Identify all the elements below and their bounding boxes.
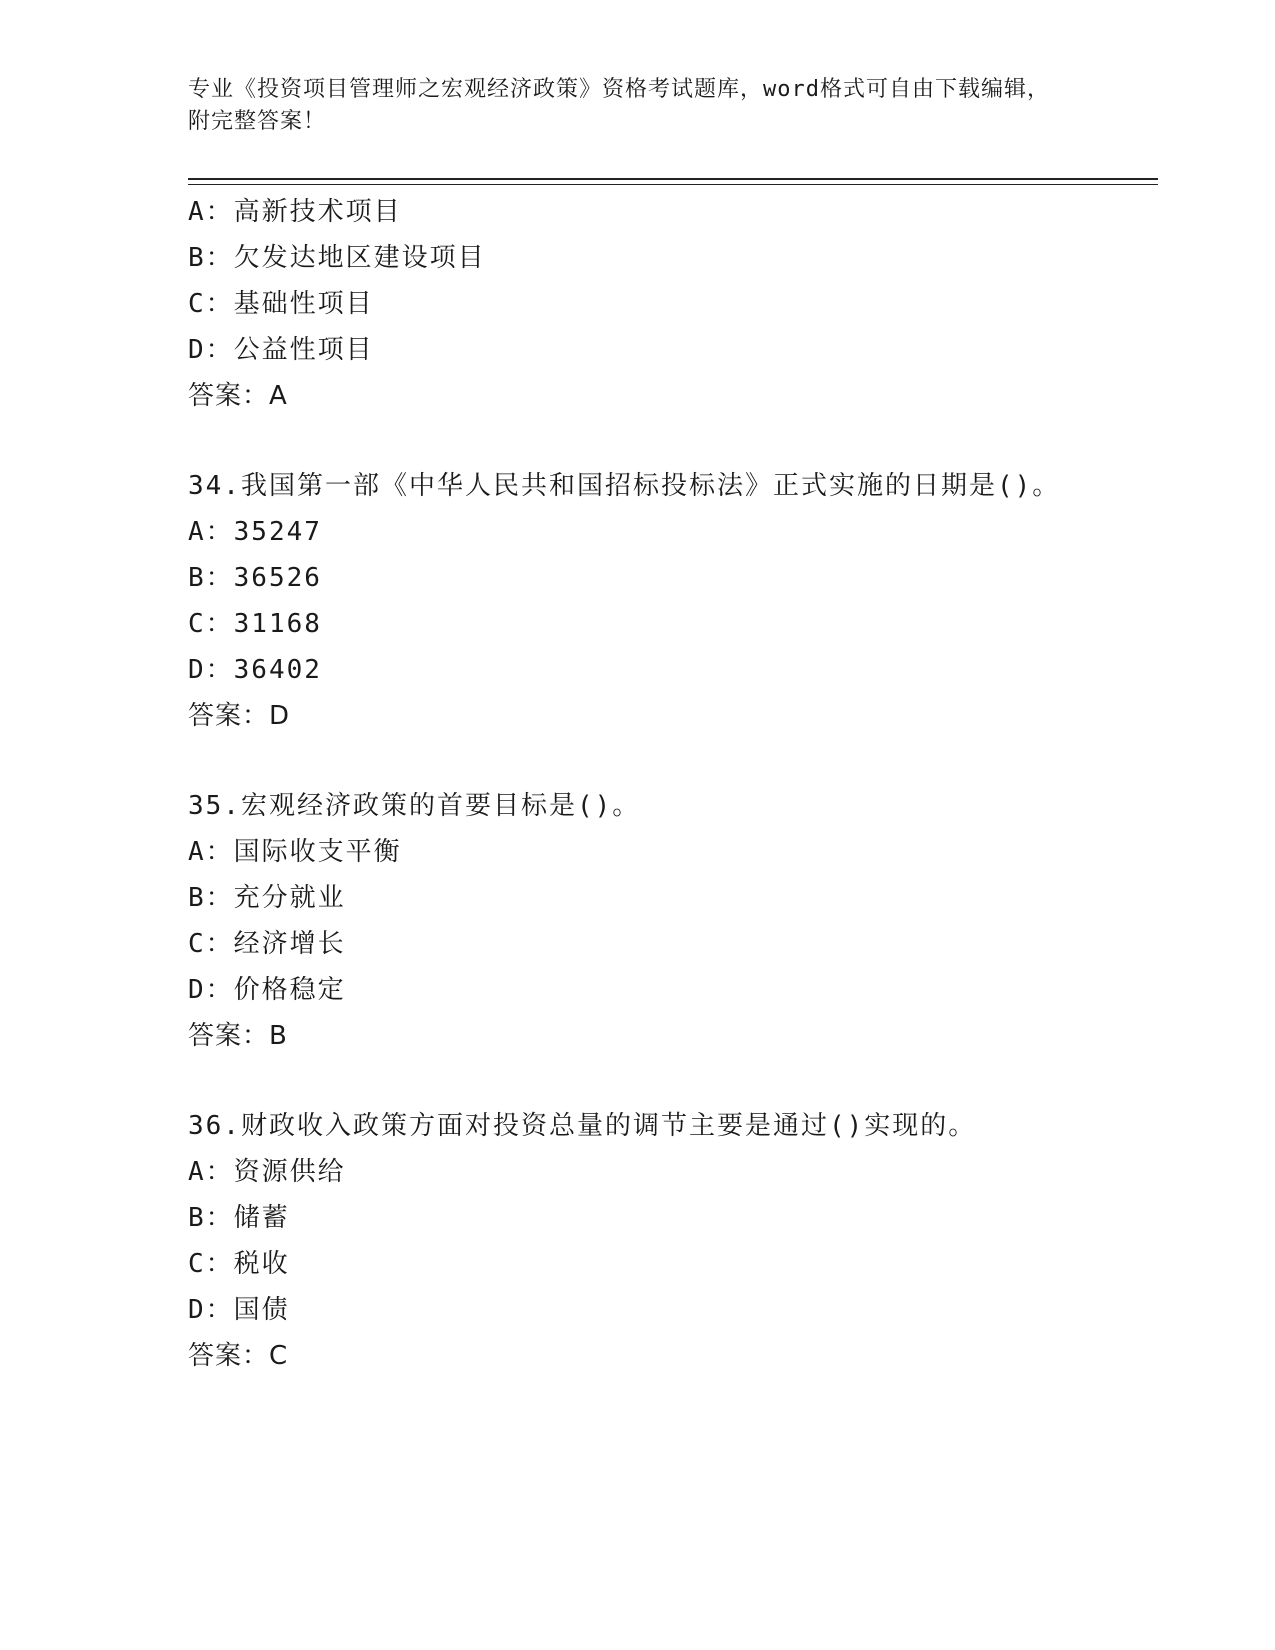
option-c: C：经济增长: [188, 929, 346, 959]
question-block-36: [188, 1103, 1158, 1379]
question-text: 35.宏观经济政策的首要目标是()。: [188, 791, 641, 821]
option-d: D：国债: [188, 1295, 290, 1325]
option-c: C：基础性项目: [188, 289, 374, 319]
answer-line: 答案：C: [188, 1341, 289, 1371]
header-rule-thin: [188, 184, 1158, 185]
question-list: [188, 189, 1158, 1379]
question-block-34: [188, 463, 1158, 739]
option-a: A：35247: [188, 517, 322, 547]
header-note: 专业《投资项目管理师之宏观经济政策》资格考试题库，word格式可自由下载编辑，附完整答案！: [188, 77, 1050, 134]
option-b: B：储蓄: [188, 1203, 290, 1233]
option-b: B：欠发达地区建设项目: [188, 243, 486, 273]
option-c: C：税收: [188, 1249, 290, 1279]
question-text: 36.财政收入政策方面对投资总量的调节主要是通过()实现的。: [188, 1111, 977, 1141]
option-d: D：36402: [188, 655, 322, 685]
option-a: A：资源供给: [188, 1157, 346, 1187]
header-rule-thick: [188, 178, 1158, 180]
option-b: B：36526: [188, 563, 322, 593]
question-text: 34.我国第一部《中华人民共和国招标投标法》正式实施的日期是()。: [188, 471, 1061, 501]
question-block-35: [188, 783, 1158, 1059]
question-block-33: [188, 189, 1158, 419]
answer-line: 答案：A: [188, 381, 288, 411]
option-a: A：高新技术项目: [188, 197, 402, 227]
option-d: D：价格稳定: [188, 975, 346, 1005]
option-a: A：国际收支平衡: [188, 837, 402, 867]
option-d: D：公益性项目: [188, 335, 374, 365]
answer-line: 答案：D: [188, 701, 291, 731]
answer-line: 答案：B: [188, 1021, 288, 1051]
option-b: B：充分就业: [188, 883, 346, 913]
option-c: C：31168: [188, 609, 322, 639]
